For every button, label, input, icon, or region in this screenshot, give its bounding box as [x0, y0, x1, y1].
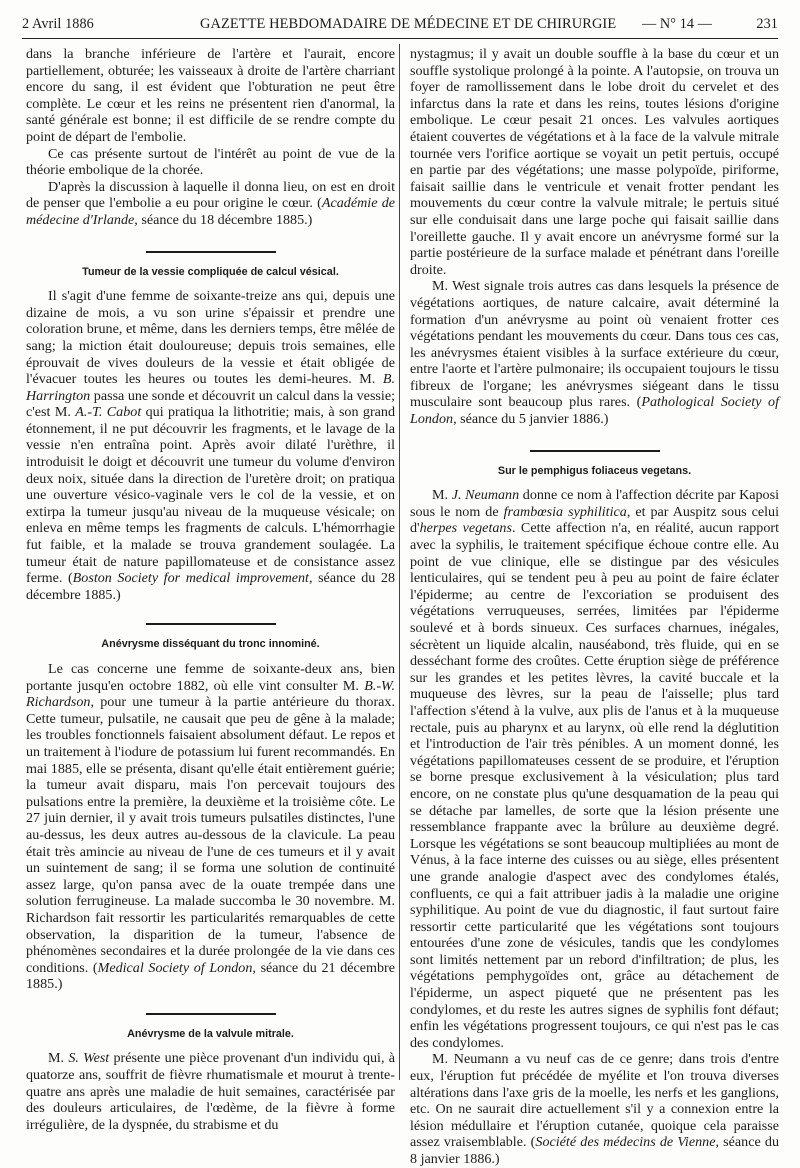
section-title: Tumeur de la vessie compliquée de calcul vésical. [82, 265, 339, 278]
section-title: Anévrysme disséquant du tronc innominé. [101, 638, 320, 651]
header-rule [22, 38, 778, 39]
section-title: Anévrysme de la valvule mitrale. [127, 1027, 294, 1040]
header-date: 2 Avril 1886 [22, 16, 94, 32]
paragraph: Il s'agit d'une femme de soixante-treize ans qui, depuis une dizaine de mois, a vu son urine s'épaissir et prendre une coloration brune, et même, dans les derniers temps, être mêlée de sang; la miction était douloureuse; depuis trois semaines, elle éprouvait de vives douleurs de la vessie et était obligée de l'évacuer toutes les heures ou toutes les demi-heures. M. B. Harrington passa une sonde et découvrit un calcul dans la vessie; c'est M. A.-T. Cabot qui pratiqua la lithotritie; mais, à son grand étonnement, il ne put découvrir les fragments, et le lavage de la vessie n'en entraîna point. Après avoir dilaté l'urèthre, il introduisit le doigt et découvrit une tumeur du volume d'environ deux noix, située dans la direction de l'uretère droit; on pratiqua une ouverture vésico-vaginale vers le col de la vessie, et on extirpa la tumeur jusqu'au niveau de la muqueuse vésicale; on enleva en même temps les fragments de calculs. L'hémorrhagie fut faible, et la malade se trouva grandement soulagée. La tumeur était de nature papillomateuse et de consistance assez ferme. (Boston Society for medical improvement, séance du 28 décembre 1885.) [26, 288, 395, 603]
paragraph: M. S. West présente une pièce provenant d'un individu qui, à quatorze ans, souffrit de fièvre rhumatismale et mourut à trente-quatre ans après une maladie de huit semaines, caractérisée par des douleurs articulaires, de l'œdème, de la fièvre à forme irrégulière, de la dyspnée, du strabisme et du [26, 1050, 395, 1133]
left-column [26, 46, 395, 1133]
section-rule [530, 450, 660, 452]
right-column [410, 46, 779, 1168]
page-number: 231 [756, 16, 778, 32]
section-rule [146, 623, 276, 625]
section-rule [146, 1013, 276, 1015]
paragraph: Ce cas présente surtout de l'intérêt au point de vue de la théorie embolique de la chorée. [26, 145, 395, 179]
paragraph: M. West signale trois autres cas dans lesquels la présence de végétations aortiques, de nature calcaire, avait déterminé la formation d'un anévrysme au point où venaient frotter ces végétations pendant les mouvements du cœur. Dans tous ces cas, les anévrysmes étaient visibles à la surface extérieure du cœur, entre l'aorte et l'artère pulmonaire; ils occupaient toujours le tissu fibreux de l'organe; les anévrysmes siégeant dans le tissu musculaire sont beaucoup plus rares. (Pathological Society of London, séance du 5 janvier 1886.) [410, 278, 779, 428]
paragraph: dans la branche inférieure de l'artère et l'aurait, encore partiellement, obturée; les vaisseaux à droite de l'artère charriant encore du sang, il est évident que l'obturation ne peut être complète. Le cœur et les reins ne présentent rien d'anormal, la santé générale est bonne; il est difficile de se rendre compte du point de départ de l'embolie. [26, 46, 395, 145]
paragraph: D'après la discussion à laquelle il donna lieu, on est en droit de penser que l'embolie a eu pour origine le cœur. (Académie de médecine d'Irlande, séance du 18 décembre 1885.) [26, 178, 396, 228]
journal-title: GAZETTE HEBDOMADAIRE DE MÉDECINE ET DE CHIRURGIE [200, 16, 617, 32]
section-rule [146, 251, 276, 253]
paragraph: nystagmus; il y avait un double souffle à la base du cœur et un souffle systolique prolongé à la pointe. A l'autopsie, on trouva un foyer de ramollissement dans le lobe droit du cervelet et des infarctus dans la rate et dans les reins, toutes lésions d'origine embolique. Le cœur pesait 21 onces. Les valvules aortiques étaient couvertes de végétations et à la face de la valvule mitrale tournée vers l'orifice aortique se voyait un petit pertuis, occupé en partie par des végétations; une masse polypoïde, piriforme, faisait saillie dans le ventricule et venait frotter pendant les mouvements du cœur contre la valvule mitrale; le pertuis situé sur elle conduisait dans une large poche qui faisait saillie dans l'oreillette gauche. Il y avait encore un anévrysme formé sur la partie postérieure de la surface malade et pénétrant dans l'oreille droite. [410, 46, 779, 278]
paragraph: M. J. Neumann donne ce nom à l'affection décrite par Kaposi sous le nom de frambœsia syphilitica, et par Auspitz sous celui d'herpes vegetans. Cette affection n'a, en réalité, aucun rapport avec la syphilis, le traitement spécifique échoue contre elle. Au point de vue clinique, elle se distingue par des vésicules lenticulaires, qui se tendent peu à peu au point de faire éclater l'épiderme; au centre de l'excoriation se produisent des végétations verruqueuses, serrées, limitées par l'épiderme soulevé et à bords sinueux. Ces surfaces charnues, inégales, sécrètent un liquide alcalin, nauséabond, très fluide, qui en se desséchant forme des croûtes. Cette éruption siège de préférence sur les grandes et les petites lèvres, la cavité buccale et la muqueuse des lèvres, sur la peau de l'aisselle; plus tard l'affection s'étend à la vulve, aux plis de l'anus et à la muqueuse rectale, puis au pharynx et au larynx, où elle rend la déglutition et l'introduction de l'air très pénibles. A un moment donné, les végétations papillomateuses cessent de se produire, et l'éruption se borne presque exclusivement à la vésiculation; plus tard encore, on ne constate plus qu'une desquamation de la peau qui se détache par lamelles, de sorte que la lésion présente une ressemblance frappante avec la brûlure au deuxième degré. Lorsque les végétations se sont beaucoup multipliées au mont de Vénus, à la face interne des cuisses ou au siège, elles présentent une grande analogie d'aspect avec des condylomes étalés, confluents, ce qui a fait attribuer jadis à la maladie une origine syphilitique. Au point de vue du diagnostic, il faut surtout faire ressortir cette particularité que les végétations sont toujours entourées d'une zone de vésicules, tandis que les condylomes sont limités nettement par un rebord d'infiltration; de plus, les végétations pemphygoïdes ont, grâce au détachement de l'épiderme, un aspect piqueté que ne présentent pas les condylomes, et du reste les autres signes de syphilis font défaut; enfin les végétations progressent toujours, ce qui n'est pas le cas des condylomes. [410, 487, 779, 1051]
paragraph: Le cas concerne une femme de soixante-deux ans, bien portante jusqu'en octobre 1882, où elle vint consulter M. B.-W. Richardson, pour une tumeur à la partie antérieure du thorax. Cette tumeur, pulsatile, ne causait que peu de gêne à la malade; les troubles fonctionnels faisaient absolument défaut. Le repos et un traitement à l'iodure de potassium lui furent recommandés. En mai 1885, elle se présenta, disant qu'elle était entièrement guérie; la tumeur avait disparu, mais l'on percevait toujours des pulsations entre la première, la deuxième et la troisième côte. Le 27 juin dernier, il y avait trois tumeurs pulsatiles distinctes, l'une au-dessus, les deux autres au-dessous de la clavicule. La peau était très amincie au niveau de l'une de ces tumeurs et il y avait un suintement de sang; il se forma une solution de continuité assez large, qu'on pansa avec de la ouate trempée dans une solution ferrugineuse. La malade succomba le 30 novembre. M. Richardson fait ressortir les particularités remarquables de cette observation, la disparition de la tumeur, l'absence de phénomènes secondaires et la durée prolongée de la vie dans ces conditions. (Medical Society of London, séance du 21 décembre 1885.) [26, 661, 396, 993]
issue-number: — N° 14 — [642, 16, 713, 32]
paragraph: M. Neumann a vu neuf cas de ce genre; dans trois d'entre eux, l'éruption fut précédée de myélite et l'on trouva diverses altérations dans l'axe gris de la moelle, les nerfs et les ganglions, etc. On ne saurait dire actuellement s'il y a connexion entre la lésion médullaire et l'éruption cutanée, quoique cela paraisse assez vraisemblable. (Société des médecins de Vienne, séance du 8 janvier 1886.) [410, 1051, 779, 1167]
section-title: Sur le pemphigus foliaceus vegetans. [497, 464, 692, 477]
running-header [22, 12, 778, 36]
column-divider [399, 44, 400, 1080]
